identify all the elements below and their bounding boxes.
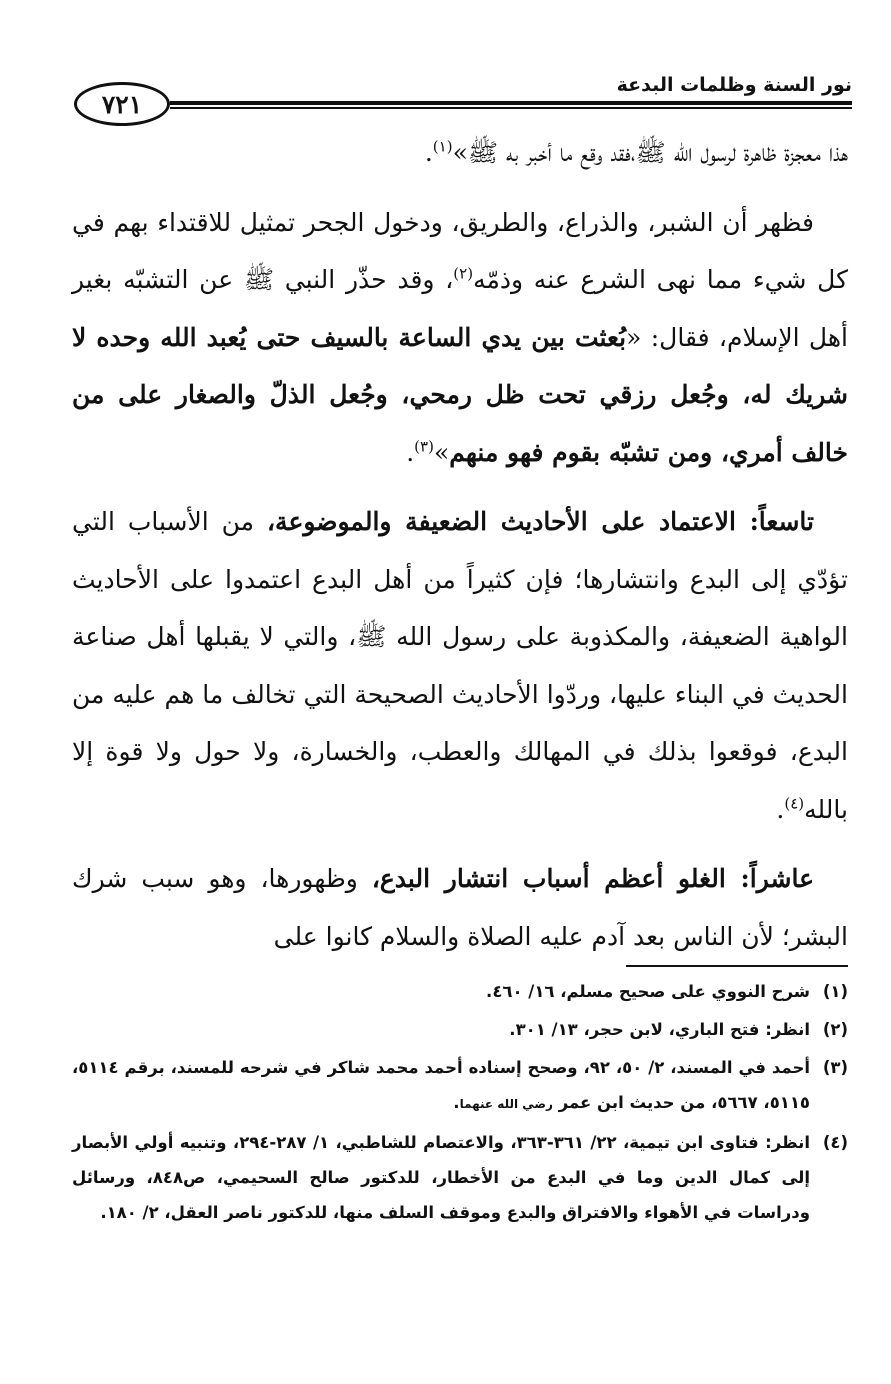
paragraph-text: ، وقد حذّر النبي ﷺ عن التشبّه بغير أهل الإسلام، فقال: « bbox=[72, 265, 848, 352]
footnote-separator bbox=[626, 965, 848, 967]
footnote-number: (١) bbox=[822, 982, 848, 1001]
footnote-text: شرح النووي على صحيح مسلم، ١٦/ ٤٦٠. bbox=[486, 982, 810, 1001]
section-heading-ninth: تاسعاً: الاعتماد على الأحاديث الضعيفة والموضوعة، bbox=[266, 507, 814, 536]
paragraph-text: هذا معجزة ظاهرة لرسول الله ﷺ،فقد وقع ما أخبر به ﷺ» bbox=[452, 138, 848, 167]
footnote-ref[interactable]: (٤) bbox=[784, 794, 805, 813]
footnote-text: انظر: فتح الباري، لابن حجر، ١٣/ ٣٠١. bbox=[509, 1020, 810, 1039]
quote-close: » bbox=[433, 437, 450, 467]
footnote-4 bbox=[72, 1125, 848, 1230]
footnote-text-wrap bbox=[72, 1050, 810, 1122]
paragraph-end: . bbox=[406, 437, 415, 467]
footnote-text: أحمد في المسند، ٢/ ٥٠، ٩٢، وصحح إسناده أحمد محمد شاكر في شرحه للمسند، برقم ٥١١٤، ٥١١٥، ٥٦٦٧، من حديث ابن عمر bbox=[72, 1058, 811, 1112]
footnote-number: (٤) bbox=[822, 1133, 848, 1152]
paragraph-end: . bbox=[776, 794, 785, 824]
hadith-quote: بُعثت بين يدي الساعة بالسيف حتى يُعبد الله وحده لا شريك له، وجُعل رزقي تحت ظل رمحي، وجُعل الذلّ والصغار على من خالف أمري، ومن تشبّه بقوم فهو منهم bbox=[72, 322, 848, 467]
footnote-ref[interactable]: (٣) bbox=[414, 437, 434, 456]
paragraph-text: من الأسباب التي تؤدّي إلى البدع وانتشارها؛ فإن كثيراً من أهل البدع اعتمدوا على الأحاديث الواهية الضعيفة، والمكذوبة على رسول الله ﷺ، والتي لا يقبلها أهل صناعة الحديث في البناء عليها، وردّوا الأحاديث الصحيحة التي تخالف ما هم عليه من البدع، فوقعوا بذلك في المهالك والعطب، والخسارة، ولا حول ولا قوة إلا بالله bbox=[72, 507, 849, 824]
footnote-text: انظر: فتاوى ابن تيمية، ٢٢/ ٣٦١-٣٦٣، والاعتصام للشاطبي، ١/ ٢٨٧-٢٩٤، وتنبيه أولي الأبصار إلى كمال الدين وما في البدع من الأخطار، للدكتور صالح السحيمي، ص٨٤٨، ورسائل ودراسات في الأهواء والافتراق والبدع وموقف السلف منها، للدكتور ناصر العقل، ٢/ ١٨٠. bbox=[72, 1133, 810, 1222]
paragraph-text: فظهر أن الشبر، والذراع، والطريق، ودخول الجحر تمثيل للاقتداء بهم في كل شيء مما نهى الشرع عنه وذمّه bbox=[72, 207, 848, 294]
honorific: رضي الله عنهما bbox=[459, 1097, 553, 1111]
paragraph-3 bbox=[72, 493, 848, 838]
footnote-ref[interactable]: (٢) bbox=[453, 264, 474, 283]
footnote-1 bbox=[72, 974, 848, 1009]
page-number: ٧٢١ bbox=[74, 82, 170, 126]
paragraph-text: وظهورها، وهو سبب شرك البشر؛ لأن الناس بعد آدم عليه الصلاة والسلام كانوا على bbox=[72, 864, 848, 951]
paragraph-4 bbox=[72, 850, 848, 965]
footnote-number: (٢) bbox=[822, 1020, 848, 1039]
footnote-3 bbox=[72, 1050, 848, 1122]
footnote-ref[interactable]: (١) bbox=[432, 137, 453, 156]
paragraph-2 bbox=[72, 194, 848, 482]
footnote-end: . bbox=[453, 1093, 460, 1112]
paragraph-1 bbox=[72, 124, 848, 182]
footnote-number: (٣) bbox=[822, 1058, 848, 1077]
section-heading-tenth: عاشراً: الغلو أعظم أسباب انتشار البدع، bbox=[371, 864, 814, 893]
paragraph-end: . bbox=[424, 138, 433, 167]
book-title: نور السنة وظلمات البدعة bbox=[611, 72, 852, 98]
header-rule bbox=[170, 101, 852, 105]
footnote-2 bbox=[72, 1012, 848, 1047]
footnotes bbox=[72, 974, 848, 1233]
main-text bbox=[72, 124, 848, 965]
page-header bbox=[72, 68, 852, 128]
header-rule-thin bbox=[170, 107, 852, 109]
